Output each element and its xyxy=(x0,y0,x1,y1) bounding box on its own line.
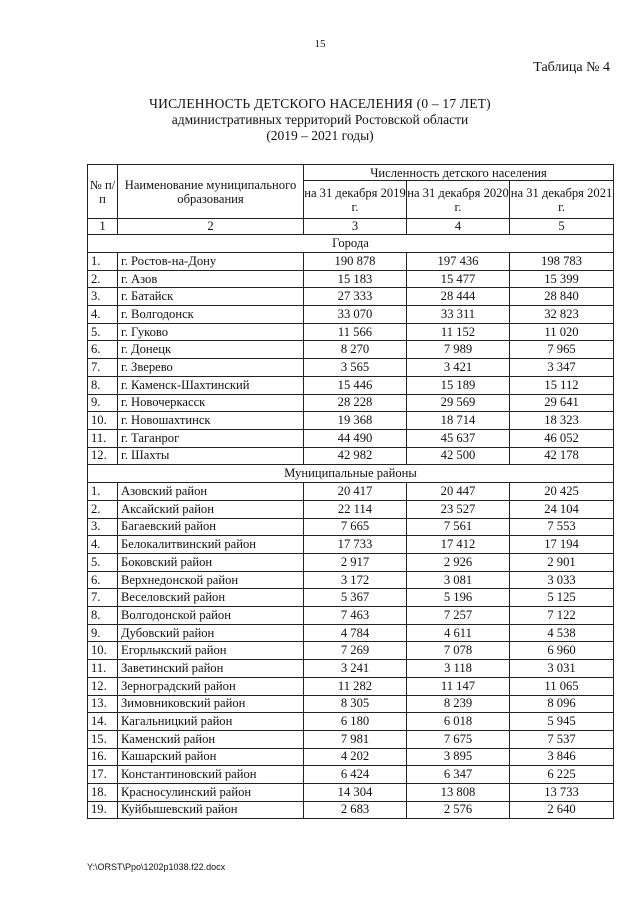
value-2020: 3 421 xyxy=(407,359,510,377)
row-number: 2. xyxy=(88,270,118,288)
municipality-name: Каменский район xyxy=(118,730,304,748)
value-2020: 6 018 xyxy=(407,713,510,731)
value-2020: 18 714 xyxy=(407,412,510,430)
column-number: 1 xyxy=(88,219,118,235)
value-2020: 11 147 xyxy=(407,677,510,695)
column-number: 2 xyxy=(118,219,304,235)
value-2019: 7 981 xyxy=(304,730,407,748)
page-number: 15 xyxy=(314,38,326,50)
value-2021: 5 945 xyxy=(510,713,614,731)
table-row xyxy=(88,376,614,394)
row-number: 6. xyxy=(88,571,118,589)
value-2020: 3 118 xyxy=(407,660,510,678)
value-2019: 5 367 xyxy=(304,589,407,607)
table-row xyxy=(88,660,614,678)
value-2019: 8 270 xyxy=(304,341,407,359)
municipality-name: Заветинский район xyxy=(118,660,304,678)
value-2020: 197 436 xyxy=(407,253,510,271)
value-2019: 15 446 xyxy=(304,376,407,394)
table-row xyxy=(88,270,614,288)
municipality-name: Кагальницкий район xyxy=(118,713,304,731)
table-row xyxy=(88,500,614,518)
column-number: 5 xyxy=(510,219,614,235)
value-2019: 6 180 xyxy=(304,713,407,731)
table-row xyxy=(88,323,614,341)
municipality-name: г. Зверево xyxy=(118,359,304,377)
row-number: 12. xyxy=(88,677,118,695)
value-2019: 20 417 xyxy=(304,483,407,501)
table-row xyxy=(88,642,614,660)
value-2020: 2 576 xyxy=(407,801,510,819)
municipality-name: Константиновский район xyxy=(118,766,304,784)
value-2021: 3 031 xyxy=(510,660,614,678)
section-title: Города xyxy=(88,235,614,253)
title-line-3: (2019 – 2021 годы) xyxy=(266,128,374,143)
row-number: 8. xyxy=(88,376,118,394)
header-name: Наименование муниципального образования xyxy=(118,165,304,219)
row-number: 12. xyxy=(88,447,118,465)
value-2020: 15 477 xyxy=(407,270,510,288)
value-2020: 17 412 xyxy=(407,536,510,554)
value-2020: 28 444 xyxy=(407,288,510,306)
value-2019: 19 368 xyxy=(304,412,407,430)
value-2020: 3 081 xyxy=(407,571,510,589)
value-2020: 5 196 xyxy=(407,589,510,607)
value-2019: 3 565 xyxy=(304,359,407,377)
table-row xyxy=(88,429,614,447)
municipality-name: г. Новошахтинск xyxy=(118,412,304,430)
section-header-row xyxy=(88,465,614,483)
value-2021: 11 065 xyxy=(510,677,614,695)
value-2021: 15 112 xyxy=(510,376,614,394)
table-row xyxy=(88,571,614,589)
municipality-name: Кашарский район xyxy=(118,748,304,766)
row-number: 5. xyxy=(88,323,118,341)
table-row xyxy=(88,306,614,324)
municipality-name: Веселовский район xyxy=(118,589,304,607)
value-2021: 7 965 xyxy=(510,341,614,359)
value-2019: 15 183 xyxy=(304,270,407,288)
value-2020: 33 311 xyxy=(407,306,510,324)
row-number: 9. xyxy=(88,624,118,642)
row-number: 16. xyxy=(88,748,118,766)
municipality-name: Красносулинский район xyxy=(118,783,304,801)
value-2019: 33 070 xyxy=(304,306,407,324)
row-number: 3. xyxy=(88,518,118,536)
value-2021: 32 823 xyxy=(510,306,614,324)
value-2019: 44 490 xyxy=(304,429,407,447)
value-2021: 3 846 xyxy=(510,748,614,766)
value-2021: 6 960 xyxy=(510,642,614,660)
table-row xyxy=(88,412,614,430)
value-2020: 3 895 xyxy=(407,748,510,766)
table-row xyxy=(88,589,614,607)
value-2019: 42 982 xyxy=(304,447,407,465)
municipality-name: Куйбышевский район xyxy=(118,801,304,819)
table-row xyxy=(88,748,614,766)
table-row xyxy=(88,766,614,784)
row-number: 3. xyxy=(88,288,118,306)
row-number: 9. xyxy=(88,394,118,412)
column-numbers-row xyxy=(88,219,614,235)
value-2020: 23 527 xyxy=(407,500,510,518)
value-2019: 11 566 xyxy=(304,323,407,341)
municipality-name: Дубовский район xyxy=(118,624,304,642)
value-2021: 6 225 xyxy=(510,766,614,784)
value-2021: 17 194 xyxy=(510,536,614,554)
table-row xyxy=(88,359,614,377)
value-2021: 11 020 xyxy=(510,323,614,341)
municipality-name: г. Батайск xyxy=(118,288,304,306)
value-2021: 15 399 xyxy=(510,270,614,288)
row-number: 7. xyxy=(88,359,118,377)
table-row xyxy=(88,536,614,554)
value-2020: 7 257 xyxy=(407,607,510,625)
value-2020: 7 078 xyxy=(407,642,510,660)
value-2021: 7 537 xyxy=(510,730,614,748)
municipality-name: Волгодонской район xyxy=(118,607,304,625)
row-number: 4. xyxy=(88,536,118,554)
value-2021: 24 104 xyxy=(510,500,614,518)
value-2019: 14 304 xyxy=(304,783,407,801)
value-2020: 29 569 xyxy=(407,394,510,412)
value-2020: 7 561 xyxy=(407,518,510,536)
row-number: 17. xyxy=(88,766,118,784)
municipality-name: г. Азов xyxy=(118,270,304,288)
value-2019: 2 683 xyxy=(304,801,407,819)
municipality-name: Боковский район xyxy=(118,554,304,572)
table-label: Таблица № 4 xyxy=(533,60,610,75)
value-2019: 7 463 xyxy=(304,607,407,625)
municipality-name: Верхнедонской район xyxy=(118,571,304,589)
row-number: 1. xyxy=(88,483,118,501)
table-row xyxy=(88,253,614,271)
value-2020: 8 239 xyxy=(407,695,510,713)
row-number: 2. xyxy=(88,500,118,518)
row-number: 15. xyxy=(88,730,118,748)
row-number: 10. xyxy=(88,412,118,430)
municipality-name: г. Гуково xyxy=(118,323,304,341)
row-number: 14. xyxy=(88,713,118,731)
municipality-name: г. Новочеркасск xyxy=(118,394,304,412)
value-2019: 28 228 xyxy=(304,394,407,412)
municipality-name: Зимовниковский район xyxy=(118,695,304,713)
row-number: 7. xyxy=(88,589,118,607)
municipality-name: г. Каменск-Шахтинский xyxy=(118,376,304,394)
row-number: 10. xyxy=(88,642,118,660)
table-title xyxy=(0,96,640,144)
header-group: Численность детского населения xyxy=(304,165,614,181)
value-2019: 3 172 xyxy=(304,571,407,589)
title-line-1: ЧИСЛЕННОСТЬ ДЕТСКОГО НАСЕЛЕНИЯ (0 – 17 ЛЕТ) xyxy=(149,96,491,111)
value-2020: 42 500 xyxy=(407,447,510,465)
column-number: 4 xyxy=(407,219,510,235)
header-2019: на 31 декабря 2019 г. xyxy=(304,181,407,219)
municipality-name: Багаевский район xyxy=(118,518,304,536)
value-2021: 2 901 xyxy=(510,554,614,572)
value-2019: 2 917 xyxy=(304,554,407,572)
value-2021: 20 425 xyxy=(510,483,614,501)
population-table xyxy=(87,164,614,819)
municipality-name: Егорлыкский район xyxy=(118,642,304,660)
row-number: 5. xyxy=(88,554,118,572)
value-2020: 7 989 xyxy=(407,341,510,359)
value-2019: 27 333 xyxy=(304,288,407,306)
value-2020: 2 926 xyxy=(407,554,510,572)
value-2020: 45 637 xyxy=(407,429,510,447)
value-2019: 7 269 xyxy=(304,642,407,660)
value-2019: 22 114 xyxy=(304,500,407,518)
table-row xyxy=(88,801,614,819)
table-row xyxy=(88,783,614,801)
value-2021: 18 323 xyxy=(510,412,614,430)
value-2021: 3 347 xyxy=(510,359,614,377)
municipality-name: г. Шахты xyxy=(118,447,304,465)
value-2020: 20 447 xyxy=(407,483,510,501)
section-title: Муниципальные районы xyxy=(88,465,614,483)
value-2021: 28 840 xyxy=(510,288,614,306)
value-2021: 3 033 xyxy=(510,571,614,589)
value-2019: 190 878 xyxy=(304,253,407,271)
table-row xyxy=(88,713,614,731)
municipality-name: г. Волгодонск xyxy=(118,306,304,324)
value-2021: 13 733 xyxy=(510,783,614,801)
value-2020: 7 675 xyxy=(407,730,510,748)
header-2020: на 31 декабря 2020 г. xyxy=(407,181,510,219)
row-number: 13. xyxy=(88,695,118,713)
value-2020: 4 611 xyxy=(407,624,510,642)
row-number: 6. xyxy=(88,341,118,359)
value-2020: 11 152 xyxy=(407,323,510,341)
header-2021: на 31 декабря 2021 г. xyxy=(510,181,614,219)
table-row xyxy=(88,483,614,501)
column-number: 3 xyxy=(304,219,407,235)
file-path-footer: Y:\ORST\Ppo\1202p1038.f22.docx xyxy=(87,862,226,872)
value-2021: 8 096 xyxy=(510,695,614,713)
value-2020: 15 189 xyxy=(407,376,510,394)
table-row xyxy=(88,518,614,536)
row-number: 11. xyxy=(88,660,118,678)
value-2019: 4 202 xyxy=(304,748,407,766)
value-2020: 13 808 xyxy=(407,783,510,801)
value-2021: 46 052 xyxy=(510,429,614,447)
section-header-row xyxy=(88,235,614,253)
value-2021: 2 640 xyxy=(510,801,614,819)
table-row xyxy=(88,554,614,572)
row-number: 19. xyxy=(88,801,118,819)
title-line-2: административных территорий Ростовской области xyxy=(171,112,469,127)
municipality-name: г. Ростов-на-Дону xyxy=(118,253,304,271)
value-2021: 4 538 xyxy=(510,624,614,642)
table-row xyxy=(88,730,614,748)
value-2021: 42 178 xyxy=(510,447,614,465)
table-row xyxy=(88,341,614,359)
value-2019: 6 424 xyxy=(304,766,407,784)
value-2019: 11 282 xyxy=(304,677,407,695)
municipality-name: г. Донецк xyxy=(118,341,304,359)
table-row xyxy=(88,624,614,642)
value-2021: 29 641 xyxy=(510,394,614,412)
value-2019: 17 733 xyxy=(304,536,407,554)
table-row xyxy=(88,695,614,713)
municipality-name: Белокалитвинский район xyxy=(118,536,304,554)
value-2021: 5 125 xyxy=(510,589,614,607)
table-row xyxy=(88,288,614,306)
row-number: 11. xyxy=(88,429,118,447)
municipality-name: г. Таганрог xyxy=(118,429,304,447)
table-row xyxy=(88,394,614,412)
value-2020: 6 347 xyxy=(407,766,510,784)
municipality-name: Зерноградский район xyxy=(118,677,304,695)
row-number: 4. xyxy=(88,306,118,324)
header-num: № п/п xyxy=(88,165,118,219)
row-number: 8. xyxy=(88,607,118,625)
municipality-name: Азовский район xyxy=(118,483,304,501)
value-2021: 7 122 xyxy=(510,607,614,625)
table-row xyxy=(88,447,614,465)
value-2019: 4 784 xyxy=(304,624,407,642)
value-2021: 7 553 xyxy=(510,518,614,536)
value-2019: 3 241 xyxy=(304,660,407,678)
row-number: 18. xyxy=(88,783,118,801)
municipality-name: Аксайский район xyxy=(118,500,304,518)
row-number: 1. xyxy=(88,253,118,271)
value-2019: 8 305 xyxy=(304,695,407,713)
table-row xyxy=(88,677,614,695)
value-2021: 198 783 xyxy=(510,253,614,271)
table-row xyxy=(88,607,614,625)
value-2019: 7 665 xyxy=(304,518,407,536)
